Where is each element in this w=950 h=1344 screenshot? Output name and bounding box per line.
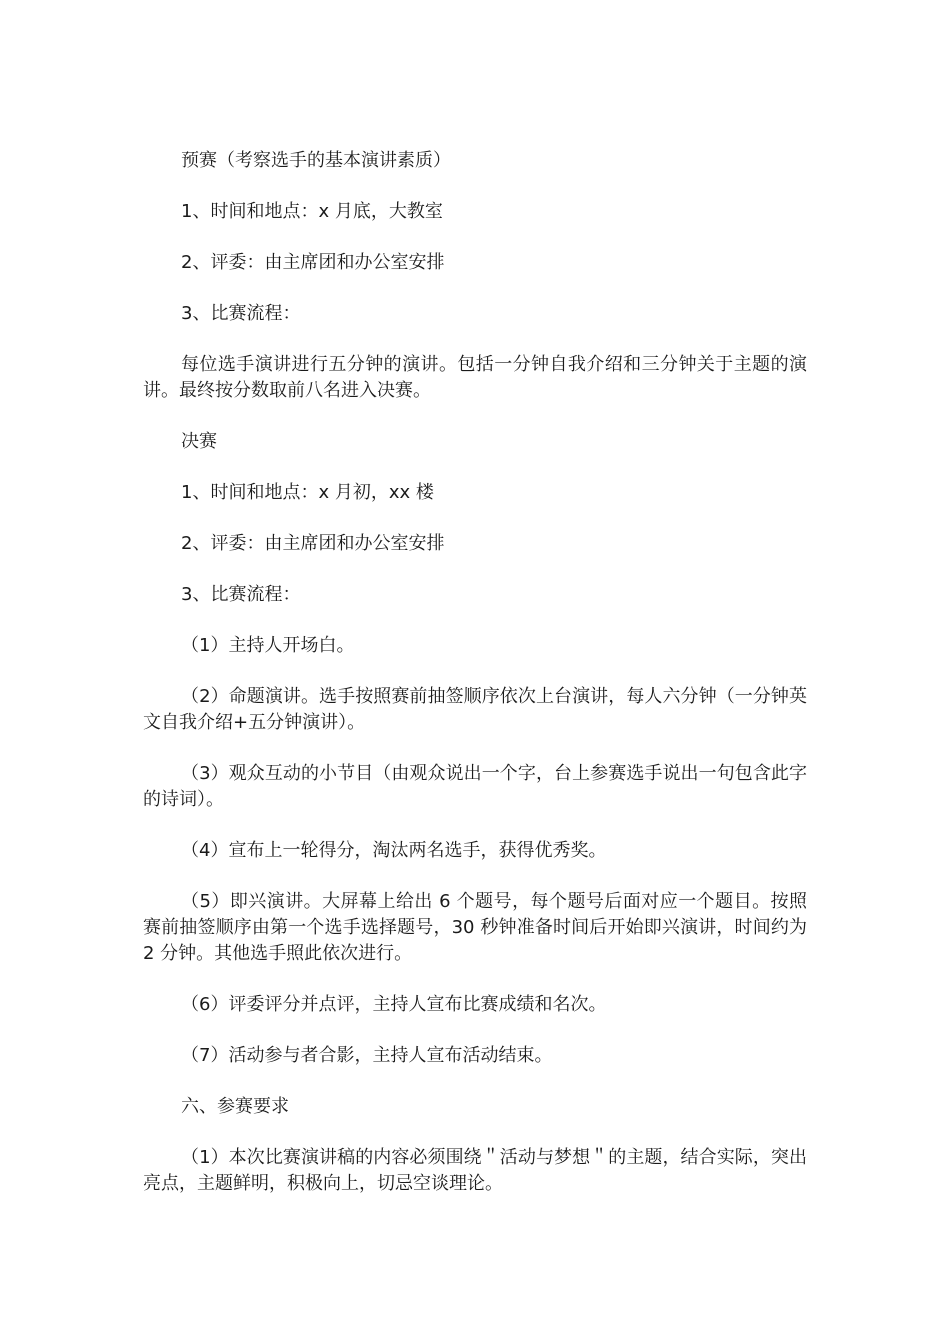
paragraph-judges: 2、评委：由主席团和办公室安排 (181, 533, 445, 554)
list-item: （1）主持人开场白。 (181, 635, 355, 656)
list-item: （6）评委评分并点评，主持人宣布比赛成绩和名次。 (181, 994, 607, 1015)
paragraph-time-place: 1、时间和地点：x 月底，大教室 (181, 201, 443, 222)
paragraph-process-label: 3、比赛流程： (181, 584, 301, 605)
paragraph-process-label: 3、比赛流程： (181, 303, 301, 324)
list-item: （2）命题演讲。选手按照赛前抽签顺序依次上台演讲，每人六分钟（一分钟英文自我介绍+五分钟演讲）。 (143, 686, 807, 733)
list-item: （4）宣布上一轮得分，淘汰两名选手，获得优秀奖。 (181, 840, 607, 861)
list-item: （5）即兴演讲。大屏幕上给出 6 个题号，每个题号后面对应一个题目。按照赛前抽签顺序由第一个选手选择题号，30 秒钟准备时间后开始即兴演讲，时间约为 2 分钟。其他选手照此依次进行。 (143, 891, 807, 964)
document-body (143, 148, 807, 1222)
list-item: （7）活动参与者合影，主持人宣布活动结束。 (181, 1045, 553, 1066)
paragraph-judges: 2、评委：由主席团和办公室安排 (181, 252, 445, 273)
list-item: （1）本次比赛演讲稿的内容必须围绕＂活动与梦想＂的主题，结合实际，突出亮点，主题鲜明，积极向上，切忌空谈理论。 (143, 1147, 807, 1194)
section-heading-final: 决赛 (181, 431, 217, 452)
section-heading-preliminary: 预赛（考察选手的基本演讲素质） (181, 150, 451, 171)
section-heading-requirements: 六、参赛要求 (181, 1096, 289, 1117)
paragraph-time-place: 1、时间和地点：x 月初，xx 楼 (181, 482, 434, 503)
paragraph-preliminary-details: 每位选手演讲进行五分钟的演讲。包括一分钟自我介绍和三分钟关于主题的演讲。最终按分数取前八名进入决赛。 (143, 354, 807, 401)
list-item: （3）观众互动的小节目（由观众说出一个字，台上参赛选手说出一句包含此字的诗词）。 (143, 763, 807, 810)
